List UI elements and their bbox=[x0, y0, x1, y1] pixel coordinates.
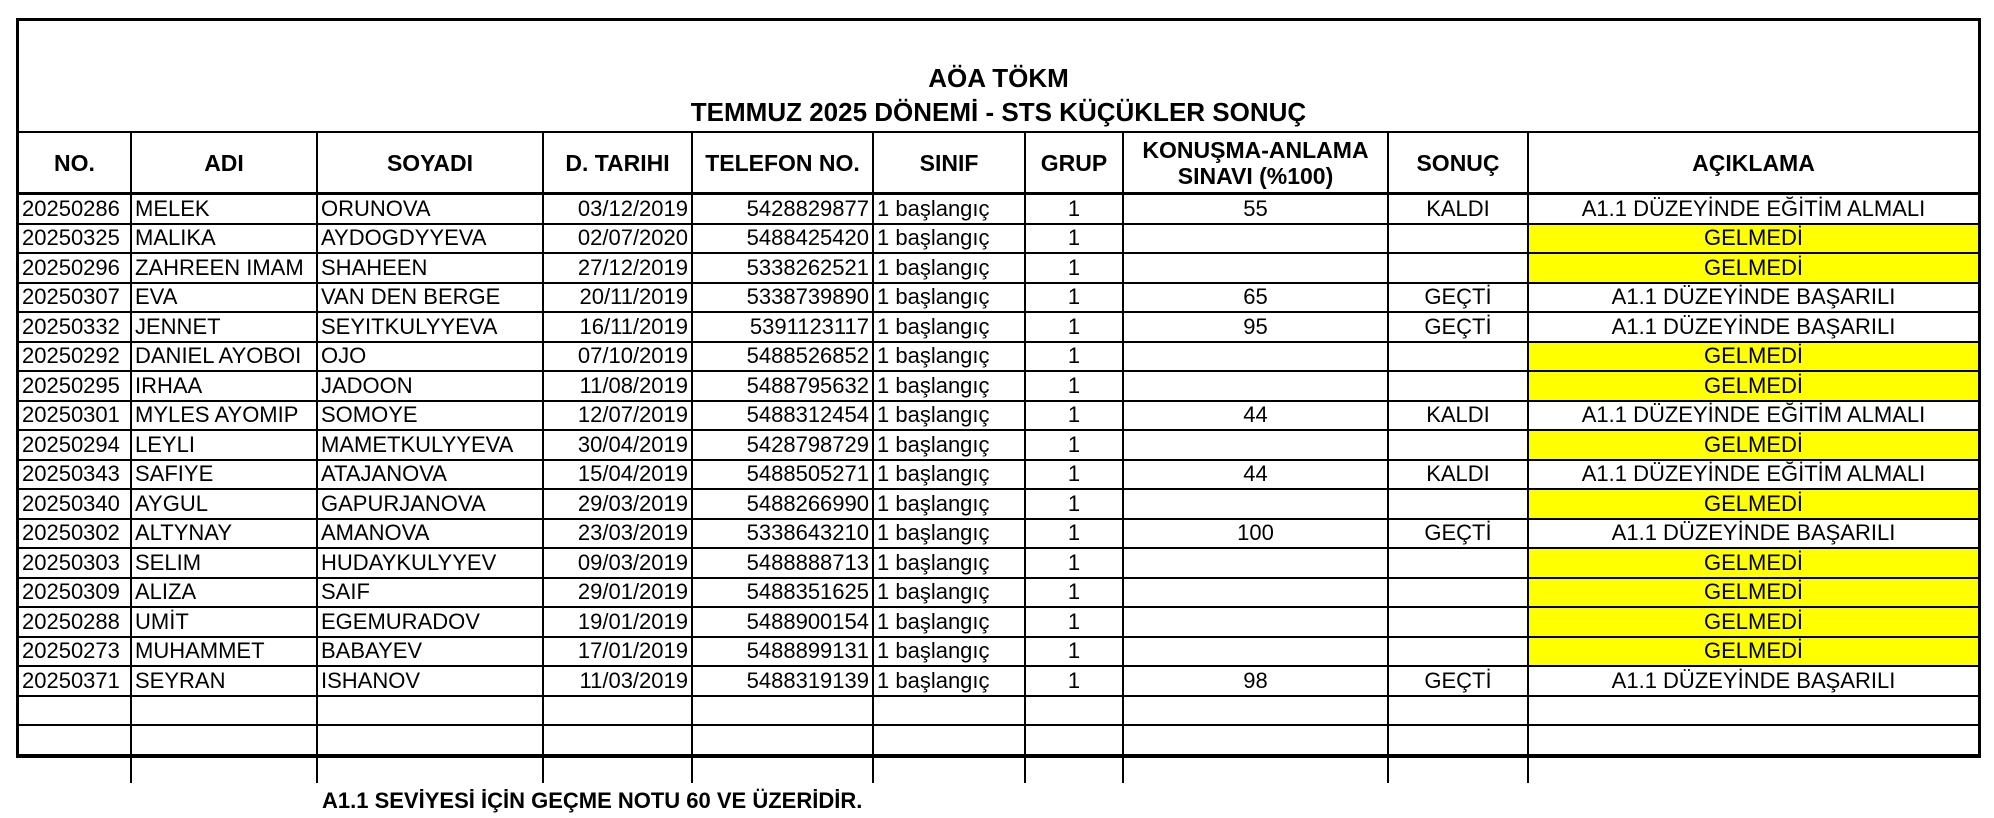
cell-soyadi: SAIF bbox=[317, 578, 543, 608]
cell-grup: 1 bbox=[1025, 578, 1123, 608]
cell-aciklama: A1.1 DÜZEYİNDE BAŞARILI bbox=[1528, 312, 1978, 342]
table-row bbox=[19, 548, 1978, 578]
cell-telefon: 5488526852 bbox=[692, 342, 873, 372]
cell-no: 20250307 bbox=[19, 283, 131, 313]
footnote: A1.1 SEVİYESİ İÇİN GEÇME NOTU 60 VE ÜZERİDİR. bbox=[322, 788, 863, 813]
cell-puan: 65 bbox=[1123, 283, 1388, 313]
cell-telefon: 5428798729 bbox=[692, 430, 873, 460]
empty-cell bbox=[19, 755, 131, 784]
table-row bbox=[19, 283, 1978, 313]
cell-adi: MUHAMMET bbox=[131, 637, 317, 667]
cell-sonuc bbox=[1388, 253, 1528, 283]
cell-dtarihi: 11/03/2019 bbox=[543, 666, 692, 696]
cell-sinif: 1 başlangıç bbox=[873, 666, 1025, 696]
cell-no: 20250273 bbox=[19, 637, 131, 667]
cell-sonuc bbox=[1388, 607, 1528, 637]
table-row bbox=[19, 460, 1978, 490]
cell-adi: AYGUL bbox=[131, 489, 317, 519]
cell-aciklama: A1.1 DÜZEYİNDE EĞİTİM ALMALI bbox=[1528, 194, 1978, 224]
table-row bbox=[19, 666, 1978, 696]
cell-no: 20250332 bbox=[19, 312, 131, 342]
cell-puan bbox=[1123, 430, 1388, 460]
cell-aciklama: GELMEDİ bbox=[1528, 430, 1978, 460]
cell-telefon: 5488888713 bbox=[692, 548, 873, 578]
page-title: AÖA TÖKM bbox=[928, 63, 1069, 93]
empty-cell bbox=[131, 725, 317, 755]
cell-sinif: 1 başlangıç bbox=[873, 253, 1025, 283]
cell-sonuc bbox=[1388, 548, 1528, 578]
title-area bbox=[19, 21, 1978, 133]
cell-grup: 1 bbox=[1025, 489, 1123, 519]
cell-sinif: 1 başlangıç bbox=[873, 519, 1025, 549]
empty-cell bbox=[317, 755, 543, 784]
cell-telefon: 5391123117 bbox=[692, 312, 873, 342]
empty-cell bbox=[692, 696, 873, 726]
cell-aciklama: GELMEDİ bbox=[1528, 342, 1978, 372]
cell-aciklama: GELMEDİ bbox=[1528, 224, 1978, 254]
table-row bbox=[19, 430, 1978, 460]
empty-cell bbox=[19, 725, 131, 755]
col-header-dtarihi: D. TARIHI bbox=[543, 133, 692, 194]
cell-soyadi: SEYITKULYYEVA bbox=[317, 312, 543, 342]
cell-sonuc: KALDI bbox=[1388, 460, 1528, 490]
cell-dtarihi: 30/04/2019 bbox=[543, 430, 692, 460]
cell-grup: 1 bbox=[1025, 194, 1123, 224]
empty-cell bbox=[1025, 696, 1123, 726]
cell-sonuc bbox=[1388, 637, 1528, 667]
cell-dtarihi: 03/12/2019 bbox=[543, 194, 692, 224]
cell-aciklama: GELMEDİ bbox=[1528, 548, 1978, 578]
cell-no: 20250294 bbox=[19, 430, 131, 460]
cell-puan: 44 bbox=[1123, 460, 1388, 490]
cell-grup: 1 bbox=[1025, 283, 1123, 313]
cell-telefon: 5488795632 bbox=[692, 371, 873, 401]
cell-grup: 1 bbox=[1025, 312, 1123, 342]
cell-aciklama: A1.1 DÜZEYİNDE BAŞARILI bbox=[1528, 283, 1978, 313]
results-table bbox=[19, 133, 1978, 783]
cell-sonuc bbox=[1388, 371, 1528, 401]
empty-cell bbox=[873, 696, 1025, 726]
empty-cell bbox=[1528, 755, 1978, 784]
cell-sinif: 1 başlangıç bbox=[873, 371, 1025, 401]
empty-cell bbox=[1528, 725, 1978, 755]
cell-soyadi: ISHANOV bbox=[317, 666, 543, 696]
table-body bbox=[19, 194, 1978, 784]
col-header-no: NO. bbox=[19, 133, 131, 194]
cell-adi: DANIEL AYOBOI bbox=[131, 342, 317, 372]
cell-no: 20250340 bbox=[19, 489, 131, 519]
cell-aciklama: GELMEDİ bbox=[1528, 371, 1978, 401]
cell-aciklama: GELMEDİ bbox=[1528, 607, 1978, 637]
table-row bbox=[19, 371, 1978, 401]
cell-adi: LEYLI bbox=[131, 430, 317, 460]
cell-dtarihi: 23/03/2019 bbox=[543, 519, 692, 549]
cell-telefon: 5488312454 bbox=[692, 401, 873, 431]
empty-cell bbox=[317, 696, 543, 726]
cell-no: 20250286 bbox=[19, 194, 131, 224]
table-row bbox=[19, 401, 1978, 431]
cell-no: 20250325 bbox=[19, 224, 131, 254]
cell-soyadi: OJO bbox=[317, 342, 543, 372]
empty-cell bbox=[317, 725, 543, 755]
cell-sonuc bbox=[1388, 342, 1528, 372]
cell-no: 20250309 bbox=[19, 578, 131, 608]
cell-grup: 1 bbox=[1025, 371, 1123, 401]
empty-cell bbox=[692, 755, 873, 784]
cell-grup: 1 bbox=[1025, 224, 1123, 254]
cell-soyadi: ORUNOVA bbox=[317, 194, 543, 224]
cell-sonuc bbox=[1388, 578, 1528, 608]
cell-dtarihi: 20/11/2019 bbox=[543, 283, 692, 313]
table-row bbox=[19, 342, 1978, 372]
empty-cell bbox=[543, 755, 692, 784]
page-subtitle: TEMMUZ 2025 DÖNEMİ - STS KÜÇÜKLER SONUÇ bbox=[690, 97, 1307, 127]
cell-puan bbox=[1123, 607, 1388, 637]
empty-cell bbox=[131, 696, 317, 726]
empty-cell bbox=[1025, 725, 1123, 755]
cell-soyadi: BABAYEV bbox=[317, 637, 543, 667]
cell-adi: SAFIYE bbox=[131, 460, 317, 490]
empty-cell bbox=[1123, 696, 1388, 726]
cell-telefon: 5488900154 bbox=[692, 607, 873, 637]
cell-puan bbox=[1123, 548, 1388, 578]
cell-sinif: 1 başlangıç bbox=[873, 283, 1025, 313]
empty-cell bbox=[1388, 696, 1528, 726]
cell-grup: 1 bbox=[1025, 607, 1123, 637]
cell-dtarihi: 17/01/2019 bbox=[543, 637, 692, 667]
col-header-sinav-line1: KONUŞMA-ANLAMA bbox=[1142, 136, 1369, 163]
cell-no: 20250302 bbox=[19, 519, 131, 549]
empty-cell bbox=[1123, 755, 1388, 784]
cell-soyadi: JADOON bbox=[317, 371, 543, 401]
cell-no: 20250371 bbox=[19, 666, 131, 696]
col-header-sinav-line2: SINAVI (%100) bbox=[1177, 162, 1334, 189]
table-row bbox=[19, 578, 1978, 608]
empty-cell bbox=[1528, 696, 1978, 726]
cell-telefon: 5338262521 bbox=[692, 253, 873, 283]
empty-cell bbox=[1388, 755, 1528, 784]
cell-soyadi: GAPURJANOVA bbox=[317, 489, 543, 519]
cell-soyadi: EGEMURADOV bbox=[317, 607, 543, 637]
cell-soyadi: AMANOVA bbox=[317, 519, 543, 549]
cell-adi: JENNET bbox=[131, 312, 317, 342]
cell-adi: MELEK bbox=[131, 194, 317, 224]
empty-cell bbox=[19, 696, 131, 726]
cell-sonuc: GEÇTİ bbox=[1388, 283, 1528, 313]
cell-dtarihi: 12/07/2019 bbox=[543, 401, 692, 431]
cell-aciklama: A1.1 DÜZEYİNDE BAŞARILI bbox=[1528, 666, 1978, 696]
cell-aciklama: GELMEDİ bbox=[1528, 637, 1978, 667]
cell-aciklama: A1.1 DÜZEYİNDE BAŞARILI bbox=[1528, 519, 1978, 549]
cell-sonuc: KALDI bbox=[1388, 194, 1528, 224]
col-header-sinav bbox=[1123, 133, 1388, 194]
cell-sinif: 1 başlangıç bbox=[873, 401, 1025, 431]
cell-soyadi: HUDAYKULYYEV bbox=[317, 548, 543, 578]
empty-cell bbox=[1025, 755, 1123, 784]
cell-dtarihi: 29/01/2019 bbox=[543, 578, 692, 608]
cell-adi: EVA bbox=[131, 283, 317, 313]
cell-puan bbox=[1123, 371, 1388, 401]
cell-soyadi: ATAJANOVA bbox=[317, 460, 543, 490]
cell-dtarihi: 15/04/2019 bbox=[543, 460, 692, 490]
cell-telefon: 5488899131 bbox=[692, 637, 873, 667]
cell-no: 20250292 bbox=[19, 342, 131, 372]
cell-no: 20250303 bbox=[19, 548, 131, 578]
col-header-soyadi: SOYADI bbox=[317, 133, 543, 194]
empty-cell bbox=[131, 755, 317, 784]
header-row bbox=[19, 133, 1978, 194]
cell-grup: 1 bbox=[1025, 460, 1123, 490]
col-header-sonuc: SONUÇ bbox=[1388, 133, 1528, 194]
table-row bbox=[19, 253, 1978, 283]
cell-puan bbox=[1123, 253, 1388, 283]
empty-cell bbox=[1123, 725, 1388, 755]
cell-adi: ZAHREEN IMAM bbox=[131, 253, 317, 283]
cell-grup: 1 bbox=[1025, 637, 1123, 667]
cell-puan bbox=[1123, 578, 1388, 608]
cell-puan: 95 bbox=[1123, 312, 1388, 342]
cell-sinif: 1 başlangıç bbox=[873, 312, 1025, 342]
cell-adi: SEYRAN bbox=[131, 666, 317, 696]
cell-telefon: 5488351625 bbox=[692, 578, 873, 608]
cell-sinif: 1 başlangıç bbox=[873, 342, 1025, 372]
cell-sinif: 1 başlangıç bbox=[873, 578, 1025, 608]
col-header-aciklama: AÇIKLAMA bbox=[1528, 133, 1978, 194]
cell-adi: UMİT bbox=[131, 607, 317, 637]
cell-dtarihi: 29/03/2019 bbox=[543, 489, 692, 519]
cell-adi: ALTYNAY bbox=[131, 519, 317, 549]
cell-grup: 1 bbox=[1025, 548, 1123, 578]
cell-telefon: 5428829877 bbox=[692, 194, 873, 224]
table-row bbox=[19, 312, 1978, 342]
col-header-adi: ADI bbox=[131, 133, 317, 194]
cell-sinif: 1 başlangıç bbox=[873, 430, 1025, 460]
cell-adi: ALIZA bbox=[131, 578, 317, 608]
cell-sonuc bbox=[1388, 489, 1528, 519]
cell-telefon: 5338739890 bbox=[692, 283, 873, 313]
col-header-sinif: SINIF bbox=[873, 133, 1025, 194]
cell-telefon: 5488319139 bbox=[692, 666, 873, 696]
cell-puan bbox=[1123, 637, 1388, 667]
cell-soyadi: MAMETKULYYEVA bbox=[317, 430, 543, 460]
empty-row bbox=[19, 696, 1978, 726]
cell-aciklama: A1.1 DÜZEYİNDE EĞİTİM ALMALI bbox=[1528, 401, 1978, 431]
cell-soyadi: VAN DEN BERGE bbox=[317, 283, 543, 313]
cell-grup: 1 bbox=[1025, 666, 1123, 696]
cell-sonuc: GEÇTİ bbox=[1388, 312, 1528, 342]
cell-dtarihi: 19/01/2019 bbox=[543, 607, 692, 637]
col-header-grup: GRUP bbox=[1025, 133, 1123, 194]
table-row bbox=[19, 519, 1978, 549]
cell-grup: 1 bbox=[1025, 401, 1123, 431]
cell-puan: 44 bbox=[1123, 401, 1388, 431]
cell-no: 20250301 bbox=[19, 401, 131, 431]
table-row bbox=[19, 637, 1978, 667]
cell-grup: 1 bbox=[1025, 430, 1123, 460]
cell-no: 20250288 bbox=[19, 607, 131, 637]
cell-dtarihi: 02/07/2020 bbox=[543, 224, 692, 254]
empty-cell bbox=[692, 725, 873, 755]
cell-sinif: 1 başlangıç bbox=[873, 224, 1025, 254]
cell-puan: 98 bbox=[1123, 666, 1388, 696]
empty-cell bbox=[543, 696, 692, 726]
cell-sinif: 1 başlangıç bbox=[873, 489, 1025, 519]
table-row bbox=[19, 489, 1978, 519]
cell-sinif: 1 başlangıç bbox=[873, 637, 1025, 667]
cell-no: 20250296 bbox=[19, 253, 131, 283]
cell-no: 20250343 bbox=[19, 460, 131, 490]
cell-sonuc: KALDI bbox=[1388, 401, 1528, 431]
cell-puan bbox=[1123, 342, 1388, 372]
empty-row bbox=[19, 755, 1978, 784]
cell-telefon: 5488266990 bbox=[692, 489, 873, 519]
cell-dtarihi: 27/12/2019 bbox=[543, 253, 692, 283]
cell-adi: MYLES AYOMIP bbox=[131, 401, 317, 431]
cell-grup: 1 bbox=[1025, 342, 1123, 372]
cell-soyadi: SOMOYE bbox=[317, 401, 543, 431]
cell-dtarihi: 11/08/2019 bbox=[543, 371, 692, 401]
cell-telefon: 5488505271 bbox=[692, 460, 873, 490]
results-sheet bbox=[16, 18, 1981, 758]
cell-dtarihi: 07/10/2019 bbox=[543, 342, 692, 372]
cell-puan: 55 bbox=[1123, 194, 1388, 224]
cell-adi: MALIKA bbox=[131, 224, 317, 254]
cell-telefon: 5338643210 bbox=[692, 519, 873, 549]
empty-cell bbox=[1388, 725, 1528, 755]
cell-adi: IRHAA bbox=[131, 371, 317, 401]
cell-sonuc bbox=[1388, 430, 1528, 460]
cell-aciklama: GELMEDİ bbox=[1528, 253, 1978, 283]
cell-sinif: 1 başlangıç bbox=[873, 607, 1025, 637]
cell-no: 20250295 bbox=[19, 371, 131, 401]
cell-puan bbox=[1123, 224, 1388, 254]
cell-telefon: 5488425420 bbox=[692, 224, 873, 254]
cell-puan: 100 bbox=[1123, 519, 1388, 549]
cell-aciklama: GELMEDİ bbox=[1528, 578, 1978, 608]
cell-aciklama: GELMEDİ bbox=[1528, 489, 1978, 519]
empty-cell bbox=[543, 725, 692, 755]
cell-dtarihi: 09/03/2019 bbox=[543, 548, 692, 578]
cell-sinif: 1 başlangıç bbox=[873, 194, 1025, 224]
table-row bbox=[19, 194, 1978, 224]
cell-sinif: 1 başlangıç bbox=[873, 548, 1025, 578]
cell-soyadi: AYDOGDYYEVA bbox=[317, 224, 543, 254]
cell-adi: SELIM bbox=[131, 548, 317, 578]
cell-sonuc: GEÇTİ bbox=[1388, 666, 1528, 696]
cell-aciklama: A1.1 DÜZEYİNDE EĞİTİM ALMALI bbox=[1528, 460, 1978, 490]
empty-row bbox=[19, 725, 1978, 755]
cell-soyadi: SHAHEEN bbox=[317, 253, 543, 283]
cell-dtarihi: 16/11/2019 bbox=[543, 312, 692, 342]
cell-sonuc: GEÇTİ bbox=[1388, 519, 1528, 549]
table-row bbox=[19, 607, 1978, 637]
cell-sonuc bbox=[1388, 224, 1528, 254]
cell-grup: 1 bbox=[1025, 519, 1123, 549]
cell-grup: 1 bbox=[1025, 253, 1123, 283]
cell-sinif: 1 başlangıç bbox=[873, 460, 1025, 490]
empty-cell bbox=[873, 755, 1025, 784]
table-row bbox=[19, 224, 1978, 254]
cell-puan bbox=[1123, 489, 1388, 519]
col-header-telefon: TELEFON NO. bbox=[692, 133, 873, 194]
empty-cell bbox=[873, 725, 1025, 755]
